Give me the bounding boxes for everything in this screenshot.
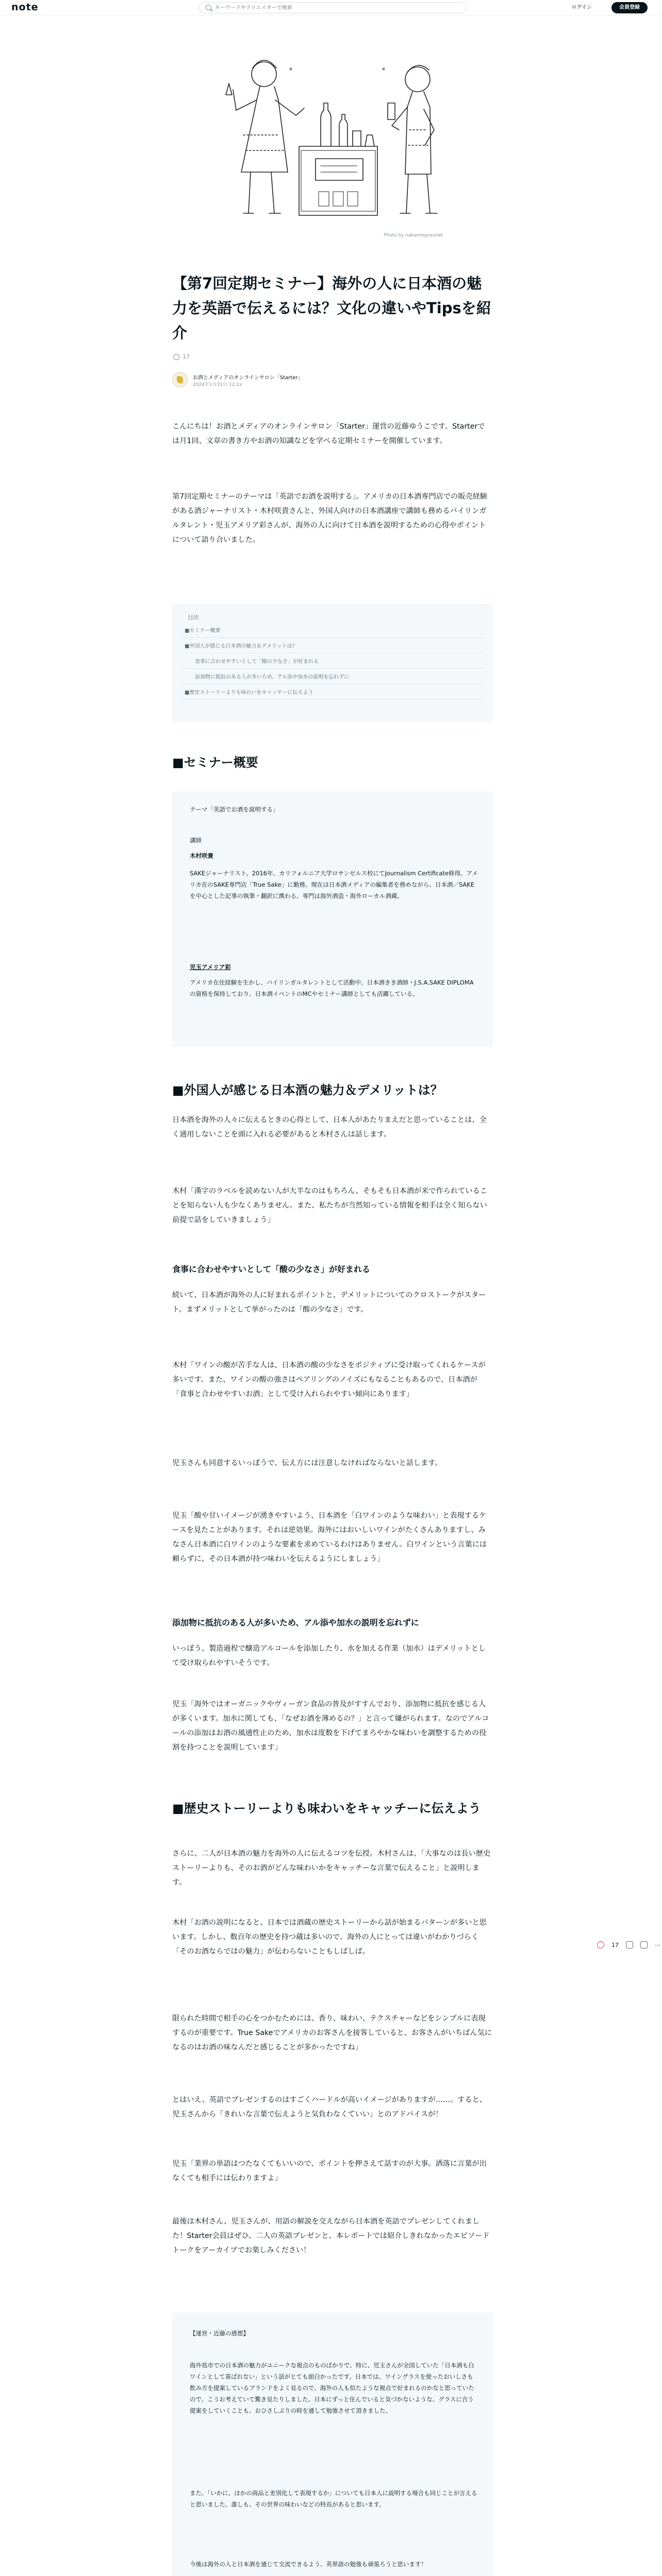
author-name[interactable]: お酒とメディアのオンラインサロン「Starter」 — [193, 375, 303, 381]
side-like-count: 17 — [611, 1941, 619, 1948]
subheading-additives: 添加物に抵抗のある人が多いため、アル添や加水の説明を忘れずに — [172, 1618, 419, 1628]
intro-paragraph-2: 第7回定期セミナーのテーマは「英語でお酒を説明する」。アメリカの日本酒専門店での販売経験がある酒ジャーナリスト・木村咲貴さんと、外国人向けの日本酒講座で講師も務めるバイリンガルタレント・児玉アメリア彩さんが、海外の人に向けて日本酒を説明するための心得やポイントについて語り合いました。 — [172, 493, 487, 544]
lecturer-label: 講師 — [190, 837, 202, 844]
toc-item[interactable]: 食事に合わせやすいとして「酸の少なさ」が好まれる — [180, 655, 485, 669]
toc-item[interactable]: ■セミナー概要 — [180, 624, 485, 638]
lecturer-bio-1: SAKEジャーナリスト。2016年、カリフォルニア大学ロサンゼルス校にてJournalism Certificate修得。アメリカ在のSAKE専門店「True Sake」に勤務。現在は日本酒メディアの編集者を務めながら、日本酒／SAKEを中心とした記事の執筆・翻訳に携わる。専門は海外酒造・海外ローカル酒蔵。 — [190, 870, 478, 900]
table-of-contents — [172, 604, 493, 722]
like-count-top[interactable] — [173, 353, 190, 360]
paragraph: 限られた時間で相手の心をつかむためには、香り、味わい、テクスチャーなどをシンプルに表現するのが重要です。True Sakeでアメリカのお客さんを接客していると、お客さんがいちばん気になるのはお酒の味なんだと感じることが多かったですね」 — [172, 2014, 492, 2052]
toc-item[interactable]: ■外国人が感じる日本酒の魅力＆デメリットは？ — [180, 640, 485, 653]
paragraph: 木村「漢字のラベルを読めない人が大半なのはもちろん、そもそも日本酒が米で作られていることを知らない人も少なくありません。また、私たちが当然知っている情報を相手は全く知らない前提で話をしていきましょう」 — [172, 1187, 487, 1224]
photo-credit[interactable]: Photo by nakamogusunet — [384, 233, 443, 238]
site-header — [0, 0, 662, 15]
section-heading-overview: ■セミナー概要 — [172, 755, 258, 770]
impressions-text: 今後は海外の人と日本酒を通じて交流できるよう、英単語の勉強も頑張ろうと思います！ — [190, 2561, 427, 2568]
search-box[interactable] — [199, 2, 467, 13]
paragraph: 児玉「業界の単語はつたなくてもいいので、ポイントを押さえて話すのが大事。洒落に言葉が出なくても相手には伝わりますよ」 — [172, 2160, 487, 2182]
paragraph: 木村「ワインの酸が苦手な人は、日本酒の酸の少なさをポジティブに受け取ってくれるケースが多いです。また、ワインの酸の強さはペアリングのノイズにもなることもあるので、日本酒が「食事と合わせやすいお酒」として受け入れられやすい傾向にあります」 — [172, 1361, 486, 1398]
impressions-box — [172, 2312, 493, 2576]
hero-illustration — [166, 37, 494, 239]
paragraph: 児玉「海外ではオーガニックやヴィーガン食品の普及がすすんでおり、添加物に抵抗を感じる人が多くいます。加水に関しても、「なぜお酒を薄めるの？」と言って嫌がられます。なのでアルコールの添加はお酒の風通性止のため、加水は度数を下げてまろやかな味わいを調整するための役割を持つことを説明しています」 — [172, 1700, 489, 1752]
side-comment-icon[interactable] — [626, 1941, 633, 1948]
toc-item[interactable]: ■歴史ストーリーよりも味わいをキャッチーに伝えよう — [180, 686, 485, 700]
heart-icon — [173, 354, 179, 360]
paragraph: 児玉さんも同意するいっぽうで、伝え方には注意しなければならないと話します。 — [172, 1459, 442, 1467]
seminar-theme: テーマ「英語でお酒を説明する」 — [190, 806, 279, 813]
intro-paragraph-1: こんにちは！お酒とメディアのオンラインサロン「Starter」運営の近藤ゆうこです。Starterでは月1回、文章の書き方やお酒の知識などを学べる定期セミナーを開催しています。 — [172, 422, 485, 445]
impressions-title: 【運営・近藤の感想】 — [190, 2330, 249, 2337]
paragraph: いっぽう、製造過程で醸造アルコールを添加したり、水を加える作業（加水）はデメリットとして受け取られやすいそうです。 — [172, 1645, 486, 1667]
subheading-acidity: 食事に合わせやすいとして「酸の少なさ」が好まれる — [172, 1264, 371, 1274]
section-heading-merits: ■外国人が感じる日本酒の魅力＆デメリットは？ — [172, 1083, 443, 1097]
toc-title: 目次 — [188, 614, 199, 621]
paragraph: 日本酒を海外の人々に伝えるときの心得として、日本人があたりまえだと思っていることは、全く通用しないことを頭に入れる必要があると木村さんは話します。 — [172, 1116, 487, 1139]
lecturer-bio-2: アメリカ在住経験を生かし、バイリンガルタレントとして活動中。日本酒きき酒師・J.S.A.SAKE DIPLOMAの資格を保持しており、日本酒イベントのMCやセミナー講師としても活躍している。 — [190, 979, 474, 997]
impressions-text: また、「いかに、ほかの商品と差別化して表現するか」についても日本人に説明する場合も同じことが言えると思いました。誰しも、その世界の味わいなどの特長があると思います。 — [190, 2489, 477, 2508]
impressions-text: 海外処市での日本酒の魅力がユニークな視点のものばかりで、特に、児玉さんが全国していた「日本酒も白ワインとして喜ばれない」という話がとても面白かったです。日本では、ワイングラスを使ったおいしさも飲み方を提案しているブランドをよく見るので、海外の人も似たような視点で好まれるのかなと思っていたので、こうお考えていて驚き見たりしました。日本にずっと住んでいると気づかないような、グラスに合う提案をしていくことも、おひさしぶりの時を通して勉強させて頂きました。 — [190, 2362, 474, 2414]
paragraph: とはいえ、英語でプレゼンするのはすごくハードルが高いイメージがありますが……。すると、児玉さんから「きれいな言葉で伝えようと気負わなくていい」とのアドバイスが！ — [172, 2096, 487, 2119]
login-button[interactable]: ログイン — [571, 5, 592, 10]
note-logo[interactable]: note — [11, 2, 39, 13]
paragraph: 児玉「酸や甘いイメージが湧きやすいよう、日本酒を「白ワインのような味わい」と表現するケースを見たことがあります。それは逆効果。海外にはおいしいワインがたくさんありますし、みなさん日本酒に白ワインのような要素を求めているわけはありません。白ワインという言葉には頼らずに、その日本酒が持つ味わいを伝えるようにしましょう」 — [172, 1512, 487, 1563]
like-count: 17 — [183, 353, 190, 360]
seminar-info-box — [172, 791, 493, 1047]
side-share-icon[interactable] — [640, 1941, 648, 1948]
lecturer-name-2: 児玉アメリア彩 — [190, 963, 231, 971]
search-input[interactable] — [215, 4, 457, 12]
paragraph: 続いて、日本酒が海外の人に好まれるポイントと、デメリットについてのクロストークがスタート。まずメリットとして挙がったのは「酸の少なさ」です。 — [172, 1291, 486, 1314]
toc-item[interactable]: 添加物に抵抗のある人が多いため、アル添や加水の説明を忘れずに — [180, 671, 485, 684]
avatar[interactable] — [172, 372, 188, 387]
signup-button[interactable]: 会員登録 — [611, 2, 648, 13]
paragraph: さらに、二人が日本酒の魅力を海外の人に伝えるコツを伝授。木村さんは、「大事なのは長い歴史ストーリーよりも、そのお酒がどんな味わいかをキャッチーな言葉で伝えること」と説明します。 — [172, 1850, 491, 1887]
paragraph: 木村「お酒の説明になると、日本では酒蔵の歴史ストーリーから話が始まるパターンが多いと思います。しかし、数百年の歴史を持つ蔵は多いので、海外の人にとっては違いがわかりづらく「そのお酒ならではの魅力」が伝わらないこともしばしば。 — [172, 1919, 487, 1956]
side-more-icon[interactable]: ⋯ — [655, 1941, 660, 1948]
section-heading-story: ■歴史ストーリーよりも味わいをキャッチーに伝えよう — [172, 1801, 481, 1816]
article-title: 【第7回定期セミナー】海外の人に日本酒の魅力を英語で伝えるには？文化の違いやTipsを紹介 — [172, 275, 491, 342]
lecturer-name-1: 木村咲貴 — [190, 852, 213, 859]
publish-date: 2024年1月31日 12:1x — [193, 382, 242, 387]
side-like-icon[interactable] — [597, 1941, 604, 1948]
search-icon — [206, 5, 211, 10]
floating-side-actions — [597, 1941, 660, 1948]
paragraph: 最後は木村さん、児玉さんが、用語の解説を交えながら日本酒を英語でプレゼンしてくれました！Starter会員はぜひ、二人の英語プレゼンと、本レポートでは紹介しきれなかったエピソードトークをアーカイブでお楽しみください！ — [172, 2217, 490, 2255]
